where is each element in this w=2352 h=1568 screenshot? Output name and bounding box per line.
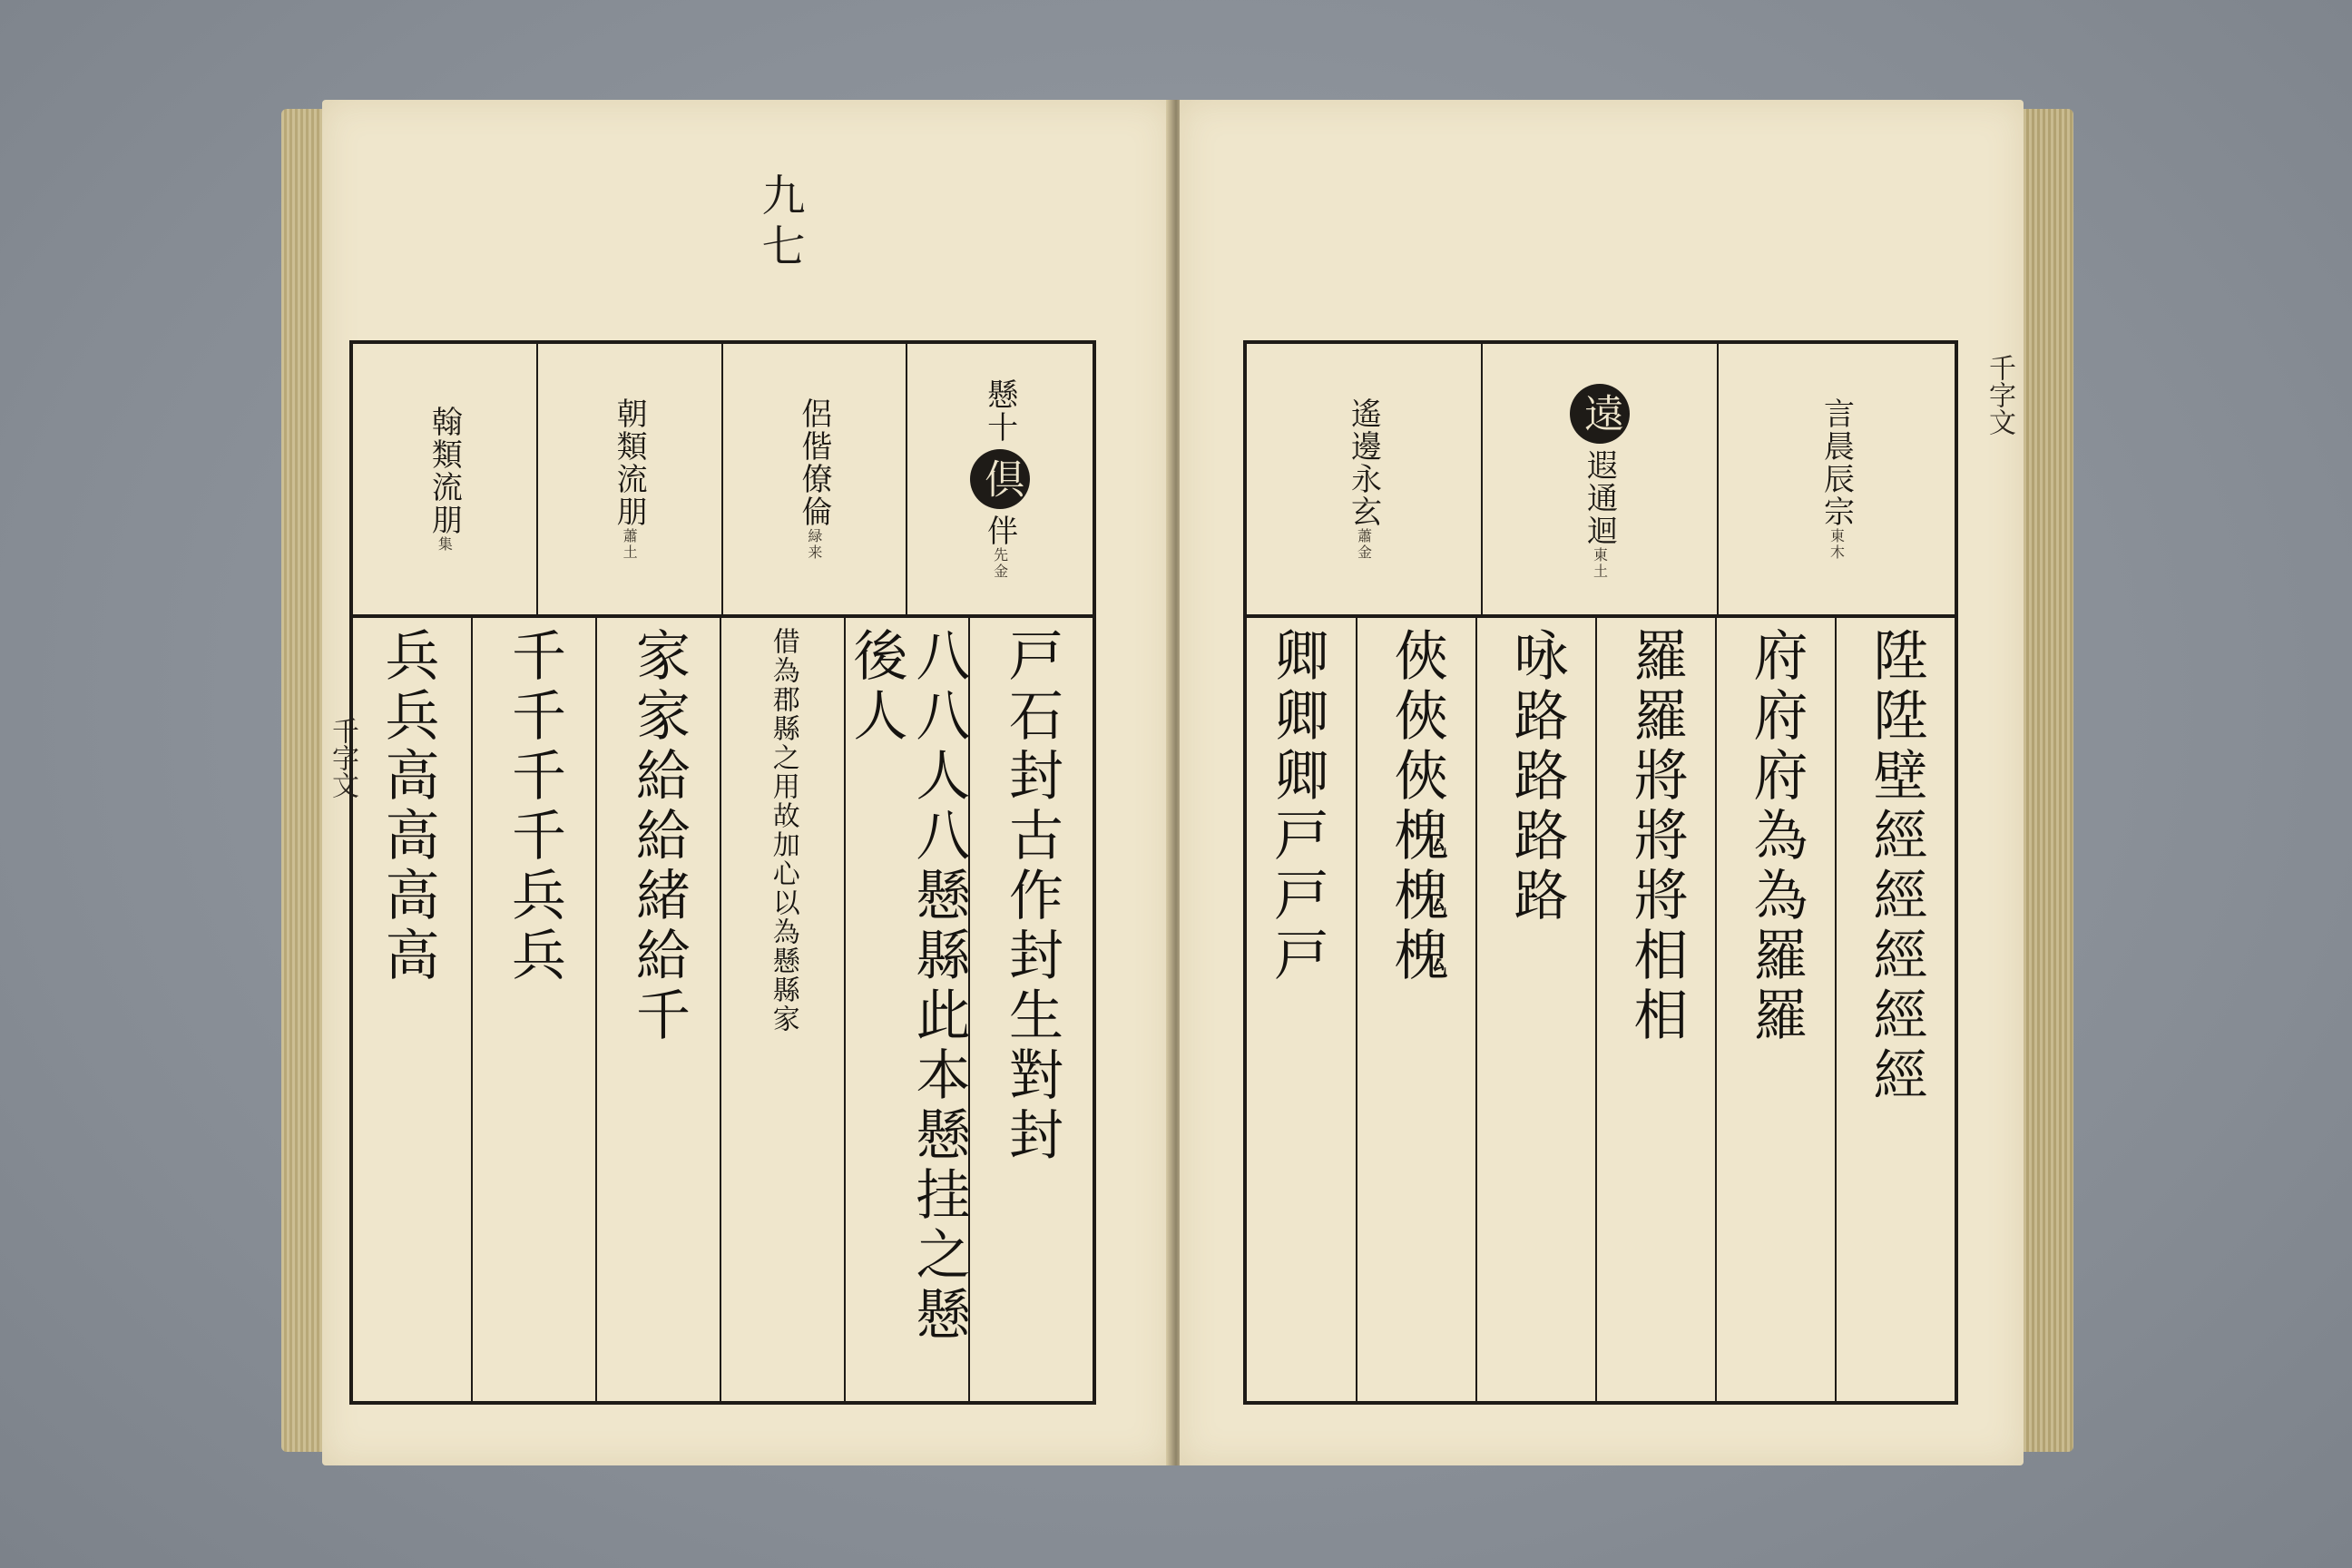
left-main-col-5: 千千千千兵兵 [471,618,595,1403]
left-page [322,100,1171,1465]
left-main-col-6: 兵兵高高高高 [376,627,440,986]
open-book [281,91,2073,1470]
right-main-col-2: 府府府為為羅羅 [1715,618,1835,1403]
left-index-col-1: 懸 十 倶 伴 先金 [907,344,1093,616]
left-index-col-2: 侶 偕 僚 倫 緑来 [723,344,908,616]
book-edge-right [2024,109,2073,1452]
page-folio: 九七 [754,172,805,274]
left-index-table [353,344,1093,616]
right-page [1180,100,2024,1465]
left-main-columns [353,616,1093,1403]
left-text-frame [349,340,1096,1405]
right-main-col-3: 羅羅將將將相相 [1595,618,1715,1403]
left-spine-label: 千字文 [327,717,358,799]
left-main-col-3: 借為郡縣之用故加心以為懸縣家 [720,618,844,1403]
right-main-col-1: 陞陞壁經經經經經 [1835,618,1955,1403]
right-index-col-2: 遠 遐 通 迴 東土 [1483,344,1719,616]
right-index-table [1247,344,1955,616]
left-main-col-4: 家家給給緒給千 [595,618,720,1403]
left-index-col-4: 翰 類 流 朋 集 [353,344,538,616]
left-index-col-3: 朝 類 流 朋 蕭土 [538,344,723,616]
left-main-col-1: 戸石封古作封生對封 [968,618,1093,1403]
right-main-columns [1247,616,1955,1403]
left-main-col-2: 八八人八懸縣此本懸挂之懸後人 [844,618,968,1403]
right-index-col-1: 言 晨 辰 宗 東木 [1719,344,1955,616]
right-text-frame [1243,340,1958,1405]
right-main-col-6: 卿卿卿戸戸戸 [1265,627,1329,986]
right-index-col-3: 遙 邊 永 玄 蕭金 [1247,344,1483,616]
right-main-col-5: 俠俠俠槐槐槐 [1356,618,1475,1403]
right-spine-label: 千字文 [1984,354,2015,436]
right-main-col-4: 咏路路路路 [1475,618,1595,1403]
book-edge-left [281,109,327,1452]
